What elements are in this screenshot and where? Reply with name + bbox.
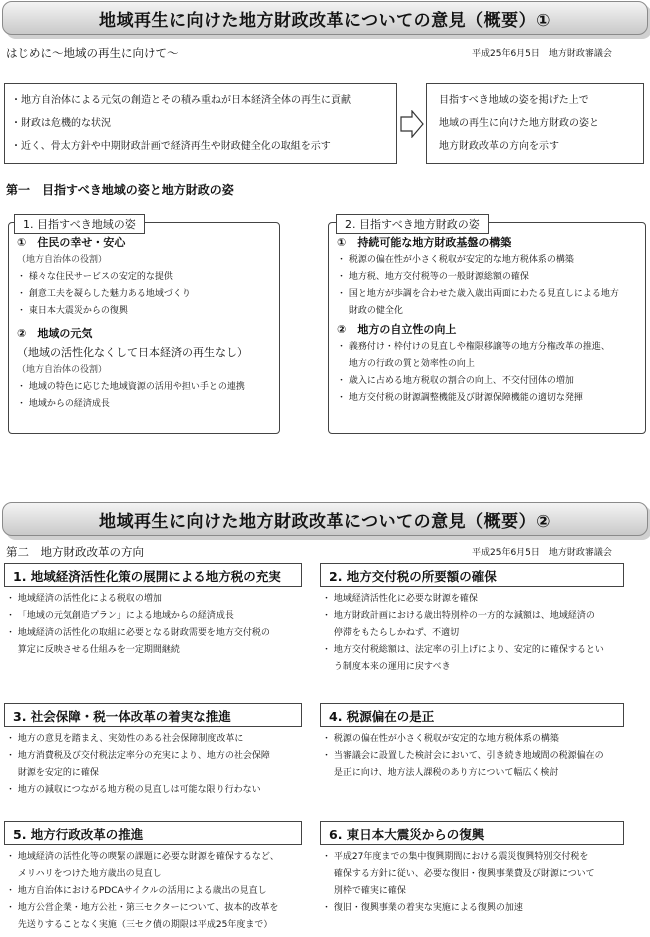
block-item: メリハリをつけた地方歳出の見直し xyxy=(6,869,162,879)
tab-ideal-finance: 2. 目指すべき地方財政の姿 xyxy=(336,214,489,234)
panel-subheading: ① 住民の幸せ・安心 xyxy=(17,236,126,249)
block-item: 確保する方針に従い、必要な復旧・復興事業費及び財源について xyxy=(322,869,595,879)
panel-item: ・ 国と地方が歩調を合わせた歳入歳出両面にわたる見直しによる地方 xyxy=(337,289,619,299)
block-heading: 2. 地方交付税の所要額の確保 xyxy=(320,563,624,587)
panel-item: ・ 税源の偏在性が小さく税収が安定的な地方税体系の構築 xyxy=(337,255,574,265)
panel-item: ・ 地域の特色に応じた地域資源の活用や担い手との連携 xyxy=(17,382,245,392)
block-body xyxy=(6,731,270,799)
block-item: ・ 地域経済の活性化の取組に必要となる財政需要を地方交付税の xyxy=(6,628,270,638)
intro-right-line: 地域の再生に向けた地方財政の姿と xyxy=(439,118,599,129)
block-body xyxy=(322,731,604,782)
panel-item: ・ 創意工夫を凝らした魅力ある地域づくり xyxy=(17,289,191,299)
block-body xyxy=(322,591,604,676)
panel-item: ・ 東日本大震災からの復興 xyxy=(17,306,128,316)
block-body xyxy=(6,591,270,659)
block-item: 停滞をもたらしかねず、不適切 xyxy=(322,628,460,638)
page2-title: 地域再生に向けた地方財政改革についての意見（概要）② xyxy=(98,511,552,532)
block-body xyxy=(6,849,279,934)
panel-item: ・ 地方交付税の財源調整機能及び財源保障機能の適切な発揮 xyxy=(337,393,583,403)
panel-item: ・ 様々な住民サービスの安定的な提供 xyxy=(17,272,173,282)
block-item: ・ 「地域の元気創造プラン」による地域からの経済成長 xyxy=(6,611,234,621)
block-item: ・ 地方の意見を踏まえ、実効性のある社会保障制度改革に xyxy=(6,734,244,744)
right-arrow-icon xyxy=(400,110,424,142)
panel-subheading: ① 持続可能な地方財政基盤の構築 xyxy=(337,236,512,249)
panel-item: ・ 地域からの経済成長 xyxy=(17,399,110,409)
panel-item: ・ 義務付け・枠付けの見直しや権限移譲等の地方分権改革の推進、 xyxy=(337,342,610,352)
panel-item: 財政の健全化 xyxy=(337,306,403,316)
block-item: ・ 地域経済の活性化による税収の増加 xyxy=(6,594,162,604)
block-item: ・ 地域経済の活性化等の喫緊の課題に必要な財源を確保するなど、 xyxy=(6,852,279,862)
block-heading: 6. 東日本大震災からの復興 xyxy=(320,821,624,845)
block-item: ・ 平成27年度までの集中復興期間における震災復興特別交付税を xyxy=(322,852,589,862)
panel-note: （地方自治体の役割） xyxy=(17,365,108,375)
block-item: 財源を安定的に確保 xyxy=(6,768,99,778)
intro-heading: はじめに～地域の再生に向けて～ xyxy=(6,46,179,60)
page2-title-banner xyxy=(2,502,648,536)
panel-ideal-finance xyxy=(328,222,646,434)
block-item: 別枠で確実に確保 xyxy=(322,886,406,896)
block-heading: 1. 地域経済活性化策の展開による地方税の充実 xyxy=(4,563,302,587)
intro-right-line: 地方財政改革の方向を示す xyxy=(439,141,559,152)
block-item: 先送りすることなく実施（三セク債の期限は平成25年度まで） xyxy=(6,920,273,930)
panel-note: （地方自治体の役割） xyxy=(17,255,108,265)
block-item: う制度本来の運用に戻すべき xyxy=(322,662,451,672)
block-item: ・ 地域経済活性化に必要な財源を確保 xyxy=(322,594,478,604)
block-heading: 4. 税源偏在の是正 xyxy=(320,703,624,727)
block-item: ・ 地方公営企業・地方公社・第三セクターについて、抜本的改革を xyxy=(6,903,279,913)
block-item: ・ 地方自治体におけるPDCAサイクルの活用による歳出の見直し xyxy=(6,886,267,896)
intro-right-box xyxy=(426,83,644,164)
panel-subheading: ② 地域の元気 xyxy=(17,327,93,340)
block-item: ・ 当審議会に設置した検討会において、引き続き地域間の税源偏在の xyxy=(322,751,604,761)
intro-left-box xyxy=(4,83,397,164)
block-body xyxy=(322,849,595,917)
panel-item: ・ 歳入に占める地方税収の割合の向上、不交付団体の増加 xyxy=(337,376,574,386)
block-item: ・ 地方交付税総額は、法定率の引上げにより、安定的に確保するとい xyxy=(322,645,604,655)
page1-title-banner xyxy=(2,1,648,35)
section-2-title: 第二 地方財政改革の方向 xyxy=(6,545,144,559)
page2-date: 平成25年6月5日 地方財政審議会 xyxy=(472,548,612,558)
block-item: ・ 地方の減収につながる地方税の見直しは可能な限り行わない xyxy=(6,785,261,795)
block-heading: 5. 地方行政改革の推進 xyxy=(4,821,302,845)
block-item: ・ 地方財政計画における歳出特別枠の一方的な減額は、地域経済の xyxy=(322,611,595,621)
panel-subheading-2: （地域の活性化なくして日本経済の再生なし） xyxy=(17,346,248,359)
block-item: 算定に反映させる仕組みを一定期間継続 xyxy=(6,645,180,655)
section-1-title: 第一 目指すべき地域の姿と地方財政の姿 xyxy=(6,183,234,197)
intro-left-line: ・財政は危機的な状況 xyxy=(11,118,111,129)
intro-right-line: 目指すべき地域の姿を掲げた上で xyxy=(439,95,589,106)
intro-left-line: ・近く、骨太方針や中期財政計画で経済再生や財政健全化の取組を示す xyxy=(11,141,331,152)
block-item: ・ 地方消費税及び交付税法定率分の充実により、地方の社会保障 xyxy=(6,751,270,761)
panel-item: 地方の行政の質と効率性の向上 xyxy=(337,359,475,369)
block-item: ・ 復旧・復興事業の着実な実施による復興の加速 xyxy=(322,903,523,913)
intro-left-line: ・地方自治体による元気の創造とその積み重ねが日本経済全体の再生に貢献 xyxy=(11,95,351,106)
panel-ideal-region xyxy=(8,222,280,434)
page1-date: 平成25年6月5日 地方財政審議会 xyxy=(472,49,612,59)
tab-ideal-region: 1. 目指すべき地域の姿 xyxy=(14,214,145,234)
page1-title: 地域再生に向けた地方財政改革についての意見（概要）① xyxy=(98,10,552,31)
block-item: ・ 税源の偏在性が小さく税収が安定的な地方税体系の構築 xyxy=(322,734,559,744)
panel-item: ・ 地方税、地方交付税等の一般財源総額の確保 xyxy=(337,272,529,282)
block-item: 是正に向け、地方法人課税のあり方について幅広く検討 xyxy=(322,768,559,778)
block-heading: 3. 社会保障・税一体改革の着実な推進 xyxy=(4,703,302,727)
panel-subheading: ② 地方の自立性の向上 xyxy=(337,323,457,336)
